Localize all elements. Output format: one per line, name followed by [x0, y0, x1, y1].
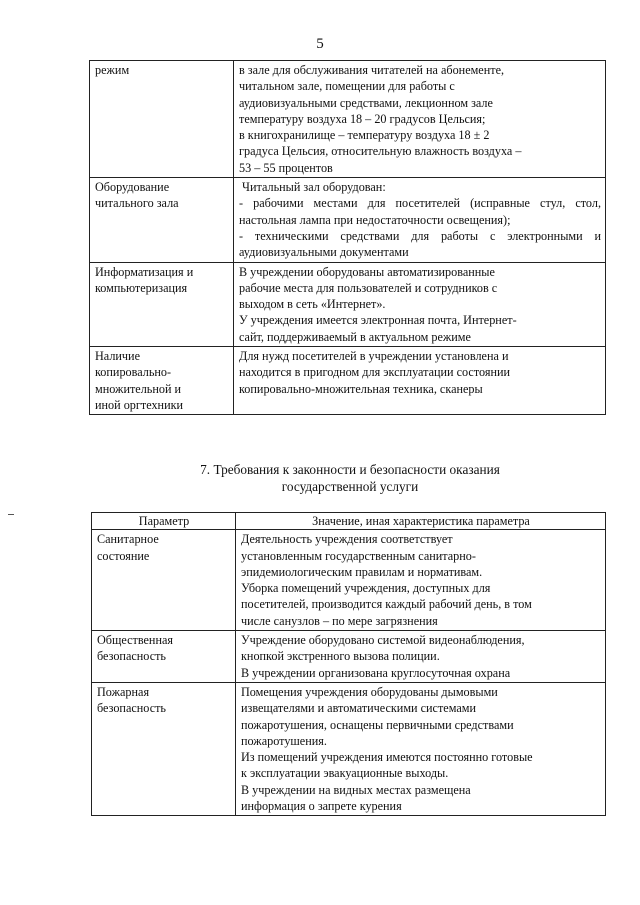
table-row: [90, 178, 606, 262]
value-cell: Помещения учреждения оборудованы дымовыми извещателями и автоматическими системами пожаротушения, оснащены первичными средствами пожаротушения. Из помещений учреждения имеются постоянно готовые к эксплуатации эвакуационные выходы. В учреждении на видных местах размещена информация о запрете курения: [236, 682, 606, 815]
table-row: [90, 61, 606, 178]
parameter-cell: Пожарная безопасность: [92, 682, 236, 815]
value-line: - рабочими местами для посетителей (исправные стул, стол, настольная лампа при недостаточности освещения);: [239, 196, 601, 227]
value-cell: Учреждение оборудовано системой видеонаблюдения, кнопкой экстренного вызова полиции. В учреждении организована круглосуточная охрана: [236, 631, 606, 683]
section-heading: [130, 461, 570, 495]
parameter-cell: Наличие копировально- множительной и иной оргтехники: [90, 347, 234, 415]
table-row: [92, 530, 606, 631]
parameter-cell: Оборудование читального зала: [90, 178, 234, 262]
table-row: [92, 682, 606, 815]
table-row: [90, 347, 606, 415]
value-line: Читальный зал оборудован:: [239, 180, 386, 195]
section-heading-line: государственной услуги: [281, 479, 419, 494]
equipment-requirements-table: [89, 60, 606, 415]
parameter-cell: Санитарное состояние: [92, 530, 236, 631]
page-number: 5: [316, 36, 324, 52]
table-row: [92, 631, 606, 683]
column-header-parameter: Параметр: [92, 513, 236, 530]
column-header-value: Значение, иная характеристика параметра: [236, 513, 606, 530]
parameter-cell: режим: [90, 61, 234, 178]
value-cell: [234, 178, 606, 262]
safety-requirements-table: [91, 512, 606, 816]
value-line: - техническими средствами для работы с электронными и аудиовизуальными документами: [239, 228, 601, 260]
table-header-row: [92, 513, 606, 530]
value-cell: Для нужд посетителей в учреждении установлена и находится в пригодном для эксплуатации состоянии копировально-множительная техника, сканеры: [234, 347, 606, 415]
parameter-cell: Общественная безопасность: [92, 631, 236, 683]
parameter-cell: Информатизация и компьютеризация: [90, 262, 234, 346]
value-cell: в зале для обслуживания читателей на абонементе, читальном зале, помещении для работы с аудиовизуальными средствами, лекционном зале температуру воздуха 18 – 20 градусов Цельсия; в книгохранилище – температуру воздуха 18 ± 2 градуса Цельсия, относительную влажность воздуха – 53 – 55 процентов: [234, 61, 606, 178]
value-cell: Деятельность учреждения соответствует установленным государственным санитарно- эпидемиологическим правилам и нормативам. Уборка помещений учреждения, доступных для посетителей, производится каждый рабочий день, в том числе санузлов – по мере загрязнения: [236, 530, 606, 631]
margin-mark: [8, 514, 14, 515]
section-heading-line: 7. Требования к законности и безопасности оказания: [200, 462, 500, 477]
value-cell: В учреждении оборудованы автоматизированные рабочие места для пользователей и сотрудников с выходом в сеть «Интернет». У учреждения имеется электронная почта, Интернет- сайт, поддерживаемый в актуальном режиме: [234, 262, 606, 346]
table-row: [90, 262, 606, 346]
